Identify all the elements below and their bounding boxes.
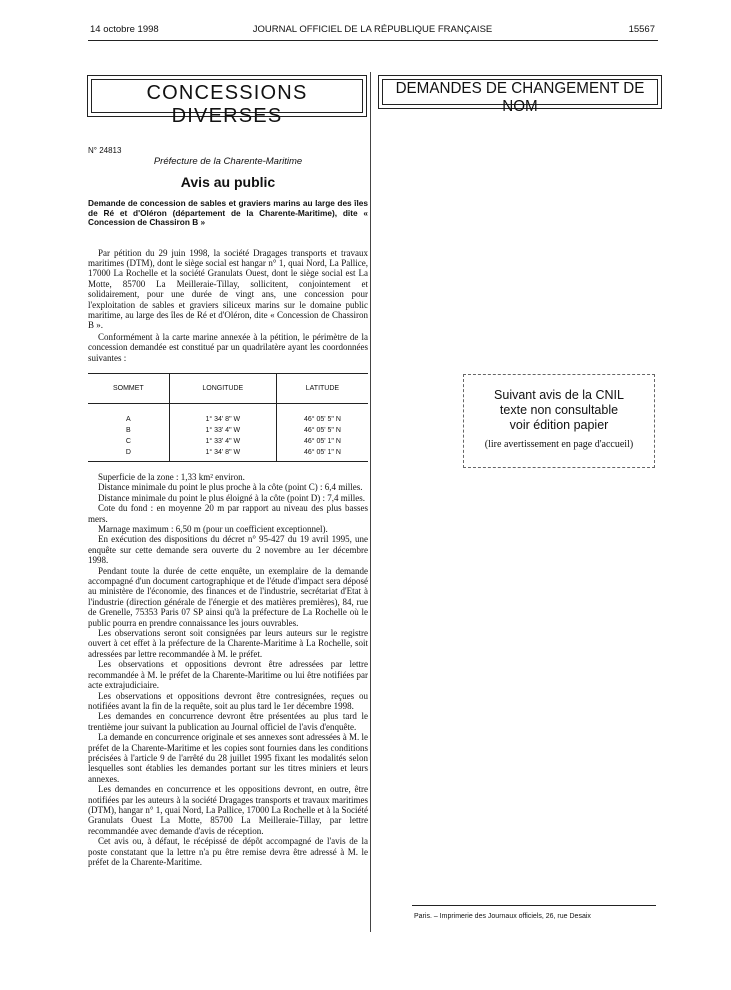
vertex-cell: C bbox=[125, 437, 131, 445]
notice-heading: Avis au public bbox=[180, 174, 276, 190]
body-paragraph: Superficie de la zone : 1,33 km² environ. bbox=[98, 471, 245, 482]
notice-subject: Demande de concession de sables et graviers marins au large des îles de Ré et d'Oléron (département de la Charente-Maritime), dite « Concession de Chassiron B » bbox=[88, 198, 368, 227]
table-row bbox=[88, 425, 368, 436]
body-paragraph: Les observations et oppositions devront être contresignées, reçues ou notifiées avant la fin de la requête, soit au plus tard le 1er décembre 1998. bbox=[88, 690, 368, 711]
latitude-cell: 46° 05' 5" N bbox=[276, 414, 368, 425]
body-paragraph: Les observations seront soit consignées par leurs auteurs sur le registre ouvert à cet effet à la préfecture de la Charente-Maritime à La Rochelle, soit adressées par lettre recommandée à M. le préfet. bbox=[88, 628, 368, 659]
prefecture-name: Préfecture de la Charente-Maritime bbox=[153, 156, 303, 167]
body-paragraph: Cote du fond : en moyenne 20 m par rapport au niveau des plus basses mers. bbox=[88, 503, 368, 524]
column-header-sommet: SOMMET bbox=[88, 373, 169, 403]
longitude-cell: 1° 33' 4" W bbox=[169, 425, 276, 436]
cnil-line-1: Suivant avis de la CNIL bbox=[494, 388, 624, 402]
page-header bbox=[90, 24, 655, 40]
cnil-notice-box bbox=[463, 374, 655, 468]
imprint-rule bbox=[412, 905, 656, 906]
body-paragraph: Les demandes en concurrence devront être présentées au plus tard le trentième jour suivant la publication au Journal officiel de l'avis d'enquête. bbox=[88, 711, 368, 732]
body-paragraph: Distance minimale du point le plus proche à la côte (point C) : 6,4 milles. bbox=[98, 482, 363, 493]
vertex-cell: B bbox=[126, 426, 131, 434]
column-header-longitude: LONGITUDE bbox=[169, 373, 276, 403]
table-row bbox=[88, 436, 368, 447]
vertex-cell: D bbox=[88, 447, 169, 462]
section-title-box-name-change bbox=[378, 75, 662, 115]
column-divider bbox=[370, 72, 371, 932]
column-header-latitude: LATITUDE bbox=[276, 373, 368, 403]
table-row bbox=[88, 447, 368, 462]
cnil-warning-note: (lire avertissement en page d'accueil) bbox=[484, 439, 634, 450]
header-journal-title: JOURNAL OFFICIEL DE LA RÉPUBLIQUE FRANÇAISE bbox=[252, 24, 493, 35]
latitude-cell: 46° 05' 1" N bbox=[276, 447, 368, 462]
coordinates-table bbox=[88, 373, 368, 462]
latitude-cell: 46° 05' 5" N bbox=[276, 425, 368, 436]
vertex-cell: A bbox=[126, 415, 131, 423]
body-paragraph: Cet avis ou, à défaut, le récépissé de dépôt accompagné de l'avis de la poste constatant que la lettre n'a pu être remise devra être adressé à M. le préfet de la Charente-Maritime. bbox=[88, 836, 368, 867]
longitude-cell: 1° 34' 8" W bbox=[169, 447, 276, 462]
body-paragraph: En exécution des dispositions du décret n° 95-427 du 19 avril 1995, une enquête sur cette demande sera ouverte du 2 novembre au 1er décembre 1998. bbox=[88, 534, 368, 566]
table-header-row bbox=[88, 373, 368, 403]
longitude-cell: 1° 33' 4" W bbox=[169, 436, 276, 447]
longitude-cell: 1° 34' 8" W bbox=[169, 414, 276, 425]
body-paragraph: La demande en concurrence originale et ses annexes sont adressées à M. le préfet de la Charente-Maritime et les copies sont fournies dans les conditions précisées à l'article 9 de l'arrêté du 28 juillet 1995 fixant les modalités selon lesquelles sont établies les demandes portant sur les titres miniers et leurs annexes. bbox=[88, 732, 368, 784]
header-rule bbox=[88, 40, 658, 41]
body-paragraph: Pendant toute la durée de cette enquête, un exemplaire de la demande accompagné d'un document cartographique et de l'étude d'impact sera déposé au ministère de l'économie, des finances et de l'industrie, secrétariat d'Etat à l'industrie (direction générale de l'énergie et des matières premières), 84, rue de Grenelle, 75353 Paris 07 SP ainsi qu'à la préfecture de La Rochelle où le public pourra en prendre connaissance les jours ouvrables. bbox=[88, 565, 368, 628]
notice-column bbox=[88, 146, 368, 867]
table-row bbox=[88, 414, 368, 425]
section-title-box-concessions bbox=[87, 75, 367, 127]
cnil-line-2: texte non consultable bbox=[499, 403, 619, 417]
latitude-cell: 46° 05' 1" N bbox=[276, 436, 368, 447]
cnil-line-3: voir édition papier bbox=[509, 418, 609, 432]
printer-imprint: Paris. – Imprimerie des Journaux officiels, 26, rue Desaix bbox=[414, 913, 591, 920]
section-title-concessions: CONCESSIONS DIVERSES bbox=[146, 82, 308, 127]
section-title-name-change: DEMANDES DE CHANGEMENT DE NOM bbox=[395, 80, 645, 115]
header-date: 14 octobre 1998 bbox=[90, 24, 159, 35]
table-spacer-row bbox=[88, 403, 368, 414]
body-paragraph: Les observations et oppositions devront être adressées par lettre recommandée à M. le préfet de la Charente-Maritime ou lui être notifiées par acte extrajudiciaire. bbox=[88, 659, 368, 691]
header-page-number: 15567 bbox=[628, 24, 655, 35]
body-paragraph: Marnage maximum : 6,50 m (pour un coefficient exceptionnel). bbox=[98, 524, 328, 534]
notice-number: N° 24813 bbox=[88, 146, 122, 155]
perimeter-paragraph: Conformément à la carte marine annexée à la pétition, le périmètre de la concession demandée est constitué par un quadrilatère ayant les coordonnées suivantes : bbox=[88, 331, 368, 363]
body-paragraph: Distance minimale du point le plus éloigné à la côte (point D) : 7,4 milles. bbox=[98, 492, 365, 503]
petition-paragraph: Par pétition du 29 juin 1998, la société Dragages transports et travaux maritimes (DTM), dont le siège social est hangar n° 1, quai Nord, La Pallice, 17000 La Rochelle et la société Granulats Ouest, dont le siège social est La Motte, 85700 La Meilleraie-Tillay, sollicitent, conjointement et solidairement, pour une durée de vingt ans, une concession pour l'exploitation de sables et graviers siliceux marins sur le domaine public maritime, au large des îles de Ré et d'Oléron, dite « Concession de Chassiron B ». bbox=[88, 247, 368, 331]
body-paragraph: Les demandes en concurrence et les oppositions devront, en outre, être notifiées par les auteurs à la société Dragages transports et travaux maritimes (DTM), hangar n° 1, quai Nord, La Pallice, 17000 La Rochelle et à la Société Granulats Ouest La Motte, 85700 La Meilleraie-Tillay, par lettre recommandée avec demande d'avis de réception. bbox=[88, 784, 368, 836]
